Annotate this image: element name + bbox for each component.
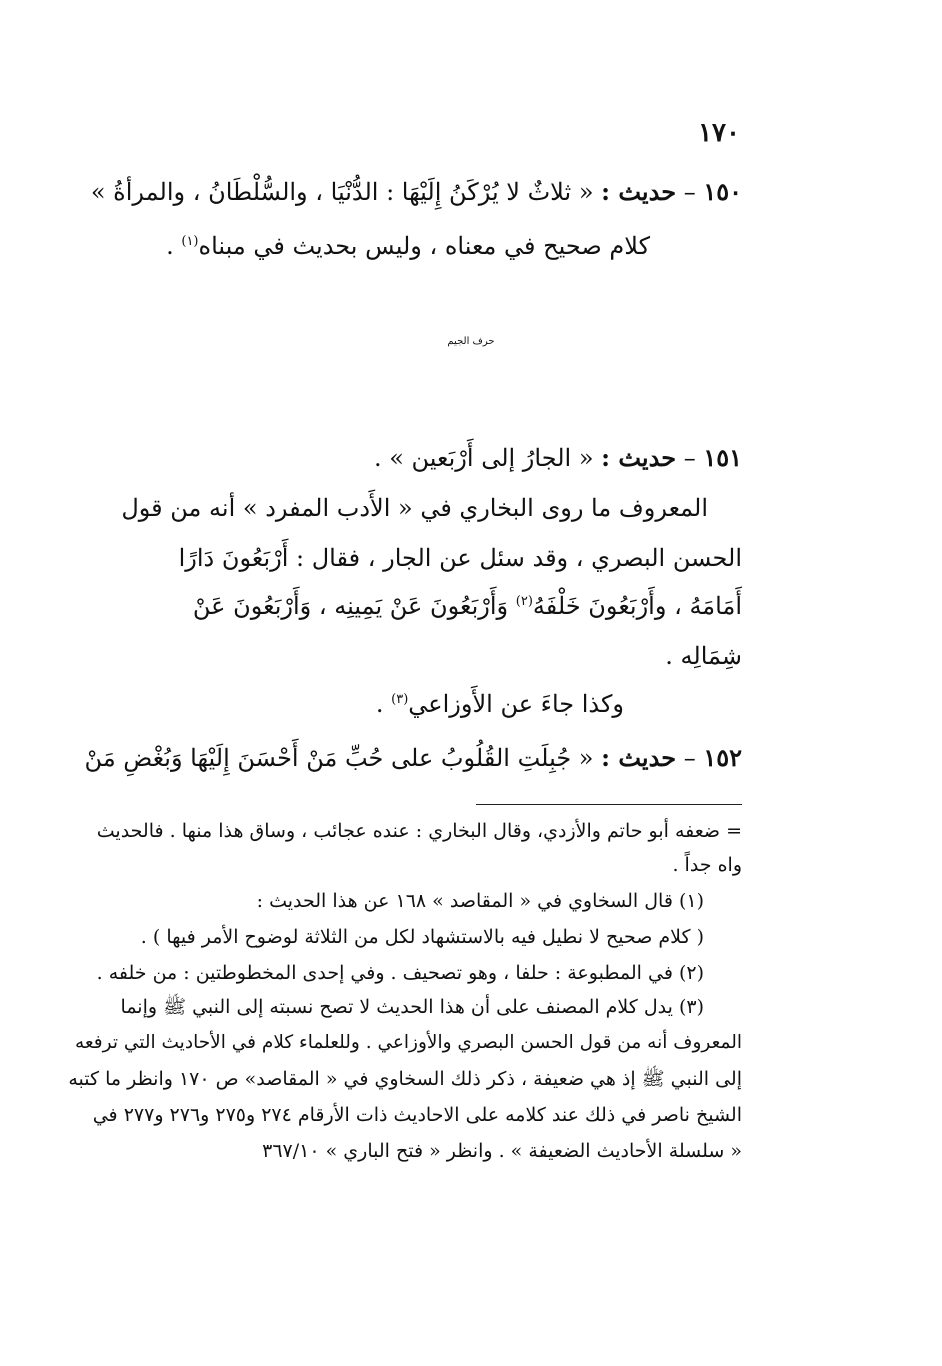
page-number: ١٧٠ — [698, 118, 740, 148]
entry-151-header — [374, 444, 742, 473]
entry-151-dash: – — [683, 444, 696, 472]
entry-150-label: حديث : — [601, 177, 677, 206]
footnote-3-line-5: « سلسلة الأحاديث الضعيفة » . وانظر « فتح الباري » ٣٦٧/١٠ — [262, 1140, 742, 1162]
footnote-ref-1: (١) — [181, 234, 199, 249]
entry-151-quote: « الجارُ إلى أَرْبَعين » . — [373, 444, 594, 472]
entry-151-label: حديث : — [601, 443, 677, 472]
entry-151-line-1: المعروف ما روى البخاري في « الأَدب المفرد » أنه من قول — [121, 494, 708, 522]
entry-152-label: حديث : — [601, 743, 677, 772]
entry-150-header — [91, 178, 742, 207]
entry-152-number: ١٥٢ — [703, 743, 742, 772]
footnote-1-line-1: (١) قال السخاوي في « المقاصد » ١٦٨ عن هذا الحديث : — [256, 890, 704, 912]
entry-150-comment — [166, 232, 650, 261]
entry-152-quote: « جُبِلَتِ القُلُوبُ على حُبِّ مَنْ أَحْسَنَ إِلَيْهَا وَبُغْضِ مَنْ — [84, 744, 594, 772]
entry-151-awzai-text: وكذا جاءَ عن الأَوزاعي — [408, 690, 624, 718]
entry-151-end: . — [375, 690, 384, 718]
entry-151-line-3-a: أَمَامَهُ ، وأَرْبَعُونَ خَلْفَهُ — [532, 592, 742, 620]
entry-151-line-3 — [193, 592, 742, 621]
footnote-ref-3: (٣) — [391, 692, 409, 707]
entry-151-line-3-b: وَأَرْبَعُونَ عَنْ يَمِينِه ، وَأَرْبَعُونَ عَنْ — [192, 592, 509, 620]
footnote-3-line-4: الشيخ ناصر في ذلك عند كلامه على الاحاديث ذات الأرقام ٢٧٤ و٢٧٥ و٢٧٦ و٢٧٧ في — [92, 1104, 742, 1126]
section-heading: حرف الجيم — [447, 336, 495, 347]
footnote-separator — [476, 804, 742, 805]
footnote-3-line-1: (٣) يدل كلام المصنف على أن هذا الحديث لا تصح نسبته إلى النبي ﷺ وإنما — [120, 996, 704, 1018]
entry-151-number: ١٥١ — [703, 443, 742, 472]
entry-150-number: ١٥٠ — [703, 177, 742, 206]
entry-151-line-2: الحسن البصري ، وقد سئل عن الجار ، فقال : أَرْبَعُونَ دَارًا — [178, 544, 742, 572]
footnote-1-line-2: ( كلام صحيح لا نطيل فيه بالاستشهاد لكل من الثلاثة لوضوح الأمر فيها ) . — [140, 926, 704, 948]
entry-152-dash: – — [683, 744, 696, 772]
entry-150-quote: « ثلاثٌ لا يُرْكَنُ إِلَيْهَا : الدُّنْيَا ، والسُّلْطَانُ ، والمرأةُ » — [90, 178, 594, 206]
entry-151-awzai-line — [376, 690, 624, 719]
footnote-3-line-3: إلى النبي ﷺ إذ هي ضعيفة ، ذكر ذلك السخاوي في « المقاصد» ص ١٧٠ وانظر ما كتبه — [68, 1068, 742, 1090]
footnote-ref-2: (٢) — [515, 594, 533, 609]
entry-151-line-4: شِمَالِه . — [665, 642, 742, 670]
entry-150-dash: – — [683, 178, 696, 206]
entry-150-end: . — [166, 232, 174, 260]
footnote-continuation-line-1: = ضعفه أبو حاتم والأزدي، وقال البخاري : عنده عجائب ، وساق هذا منها . فالحديث — [96, 820, 742, 842]
footnote-continuation-line-2: واه جداً . — [672, 854, 742, 876]
footnote-2: (٢) في المطبوعة : حلفا ، وهو تصحيف . وفي إحدى المخطوطتين : من خلفه . — [96, 962, 704, 984]
footnote-3-line-2: المعروف أنه من قول الحسن البصري والأوزاعي . وللعلماء كلام في الأحاديث التي ترفعه — [74, 1032, 742, 1053]
entry-152-header — [85, 744, 742, 773]
entry-150-comment-text: كلام صحيح في معناه ، وليس بحديث في مبناه — [198, 232, 650, 260]
